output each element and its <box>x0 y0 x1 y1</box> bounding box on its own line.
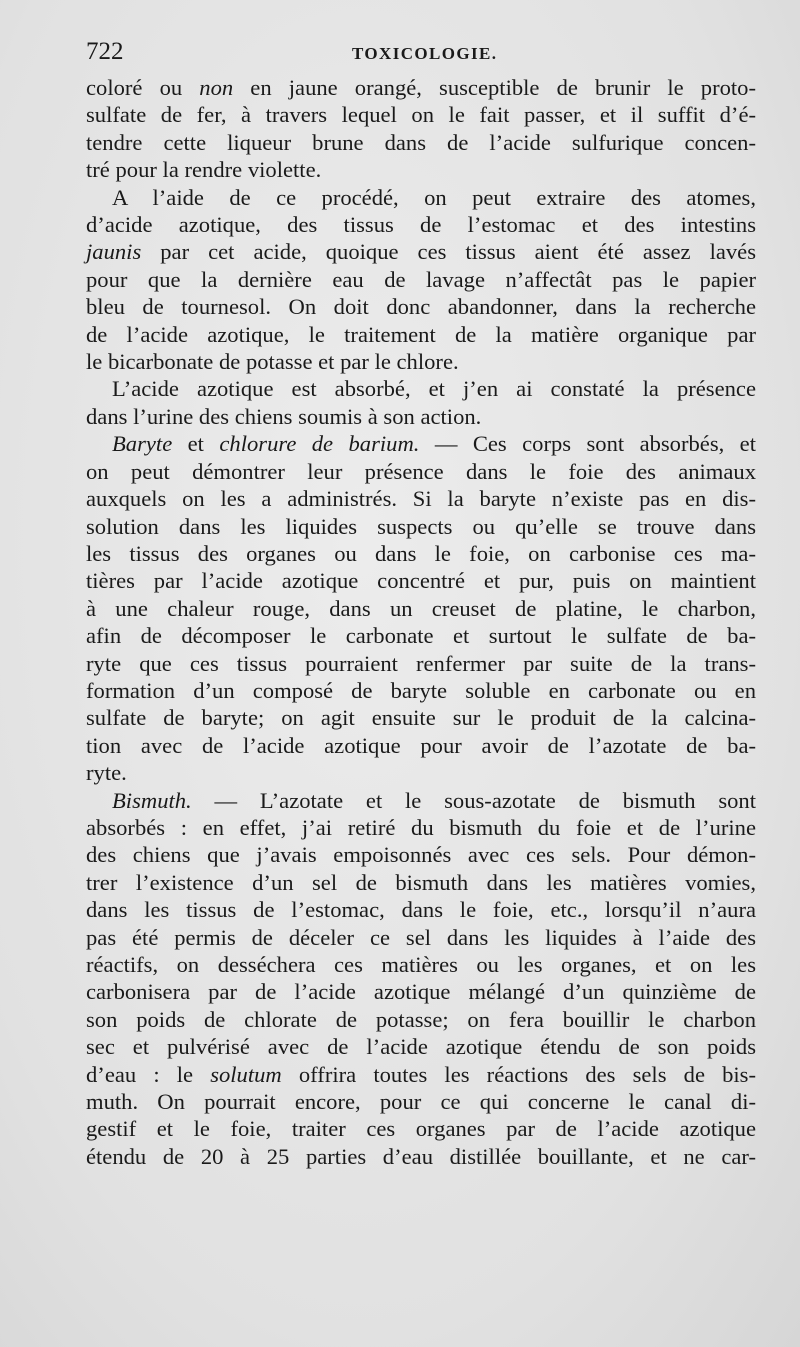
text-line <box>86 896 756 923</box>
text-run: on peut démontrer leur présence dans le foie des animaux <box>86 458 756 484</box>
italic-term: Baryte <box>112 431 173 457</box>
text-line <box>86 430 756 457</box>
text-run: gestif et le foie, traiter ces organes par de l’acide azotique <box>86 1116 756 1142</box>
text-line <box>86 540 756 567</box>
text-run: tières par l’acide azotique concentré et pur, puis on maintient <box>86 568 756 594</box>
text-run: afin de décomposer le carbonate et surtout le sulfate de ba- <box>86 623 756 649</box>
text-run: réactifs, on desséchera ces matières ou les organes, et on les <box>86 952 756 977</box>
text-run: dans les tissus de l’estomac, dans le foie, etc., lorsqu’il n’aura <box>86 897 756 923</box>
text-run: carbonisera par de l’acide azotique mélangé d’un quinzième de <box>86 979 756 1005</box>
text-run: des chiens que j’avais empoisonnés avec ces sels. Pour démon- <box>86 842 756 868</box>
text-line <box>86 814 756 841</box>
text-line <box>86 1033 756 1060</box>
text-run: son poids de chlorate de potasse; on fera bouillir le charbon <box>86 1006 756 1032</box>
text-run: en jaune orangé, susceptible de brunir le proto- <box>233 75 757 100</box>
text-run: sec et pulvérisé avec de l’acide azotique étendu de son poids <box>86 1034 756 1060</box>
text-run: tré pour la rendre violette. <box>86 157 322 183</box>
text-run: coloré ou <box>86 75 200 100</box>
text-run: tendre cette liqueur brune dans de l’acide sulfurique concen- <box>86 129 756 155</box>
text-run: bleu de tournesol. On doit donc abandonner, dans la recherche <box>86 294 756 320</box>
text-line <box>86 951 756 978</box>
text-run: solution dans les liquides suspects ou qu’elle se trouve dans <box>86 513 756 539</box>
text-line <box>86 156 756 183</box>
text-line <box>86 375 756 402</box>
text-line <box>86 677 756 704</box>
italic-term: jaunis <box>86 239 142 265</box>
italic-term: chlorure de barium. <box>219 431 420 457</box>
text-run: les tissus des organes ou dans le foie, on carbonise ces ma- <box>86 540 756 566</box>
text-run: par cet acide, quoique ces tissus aient été assez lavés <box>141 239 756 265</box>
text-line <box>86 1006 756 1033</box>
text-line <box>86 704 756 731</box>
text-run: formation d’un composé de baryte soluble en carbonate ou en <box>86 677 756 703</box>
text-run: — L’azotate et le sous-azotate de bismuth sont <box>191 787 756 813</box>
text-run: A l’aide de ce procédé, on peut extraire des atomes, <box>112 184 756 210</box>
text-run: et <box>172 431 220 457</box>
text-run: d’acide azotique, des tissus de l’estomac et des intestins <box>86 212 756 238</box>
text-run: étendu de 20 à 25 parties d’eau distillée bouillante, et ne car- <box>86 1143 756 1169</box>
text-line <box>86 266 756 293</box>
text-line <box>86 74 756 101</box>
text-run: pas été permis de déceler ce sel dans les liquides à l’aide des <box>86 924 756 950</box>
text-run: le bicarbonate de potasse et par le chlore. <box>86 349 459 375</box>
text-run: L’acide azotique est absorbé, et j’en ai constaté la présence <box>112 376 756 402</box>
text-line <box>86 403 756 430</box>
text-run: sulfate de baryte; on agit ensuite sur le produit de la calcina- <box>86 705 756 731</box>
text-line <box>86 1061 756 1088</box>
text-line <box>86 184 756 211</box>
text-line <box>86 622 756 649</box>
text-line <box>86 1115 756 1142</box>
text-run: ryte. <box>86 760 127 786</box>
text-run: ryte que ces tissus pourraient renfermer par suite de la trans- <box>86 650 756 676</box>
text-line <box>86 129 756 156</box>
text-run: tion avec de l’acide azotique pour avoir de l’azotate de ba- <box>86 732 756 758</box>
text-line <box>86 924 756 951</box>
text-run: de l’acide azotique, le traitement de la matière organique par <box>86 321 756 347</box>
text-run: sulfate de fer, à travers lequel on le fait passer, et il suffit d’é- <box>86 102 756 128</box>
text-line <box>86 101 756 128</box>
text-line <box>86 1143 756 1170</box>
text-line <box>86 458 756 485</box>
text-run: pour que la dernière eau de lavage n’affectât pas le papier <box>86 266 756 292</box>
text-run: — Ces corps sont absorbés, et <box>419 431 756 457</box>
text-run: à une chaleur rouge, dans un creuset de platine, le charbon, <box>86 595 756 621</box>
text-line <box>86 238 756 265</box>
page-header <box>86 38 756 74</box>
text-run: absorbés : en effet, j’ai retiré du bismuth du foie et de l’urine <box>86 814 756 840</box>
text-line <box>86 841 756 868</box>
text-run: offrira toutes les réactions des sels de bis- <box>281 1061 756 1087</box>
body-text <box>86 74 756 1170</box>
text-line <box>86 513 756 540</box>
text-line <box>86 732 756 759</box>
text-line <box>86 348 756 375</box>
text-line <box>86 978 756 1005</box>
text-line <box>86 485 756 512</box>
text-line <box>86 650 756 677</box>
text-line <box>86 567 756 594</box>
text-line <box>86 321 756 348</box>
text-run: dans l’urine des chiens soumis à son action. <box>86 403 482 429</box>
text-line <box>86 1088 756 1115</box>
page-number: 722 <box>86 38 124 65</box>
text-line <box>86 869 756 896</box>
italic-term: Bismuth. <box>112 787 192 813</box>
text-line <box>86 759 756 786</box>
italic-term: solutum <box>210 1061 282 1087</box>
running-head: TOXICOLOGIE. <box>352 44 498 63</box>
text-run: muth. On pourrait encore, pour ce qui concerne le canal di- <box>86 1089 756 1115</box>
text-run: auxquels on les a administrés. Si la baryte n’existe pas en dis- <box>86 486 756 512</box>
text-line <box>86 595 756 622</box>
text-line <box>86 787 756 814</box>
text-run: d’eau : le <box>86 1061 211 1087</box>
text-line <box>86 211 756 238</box>
text-line <box>86 293 756 320</box>
text-run: trer l’existence d’un sel de bismuth dans les matières vomies, <box>86 869 756 895</box>
italic-term: non <box>199 75 234 100</box>
